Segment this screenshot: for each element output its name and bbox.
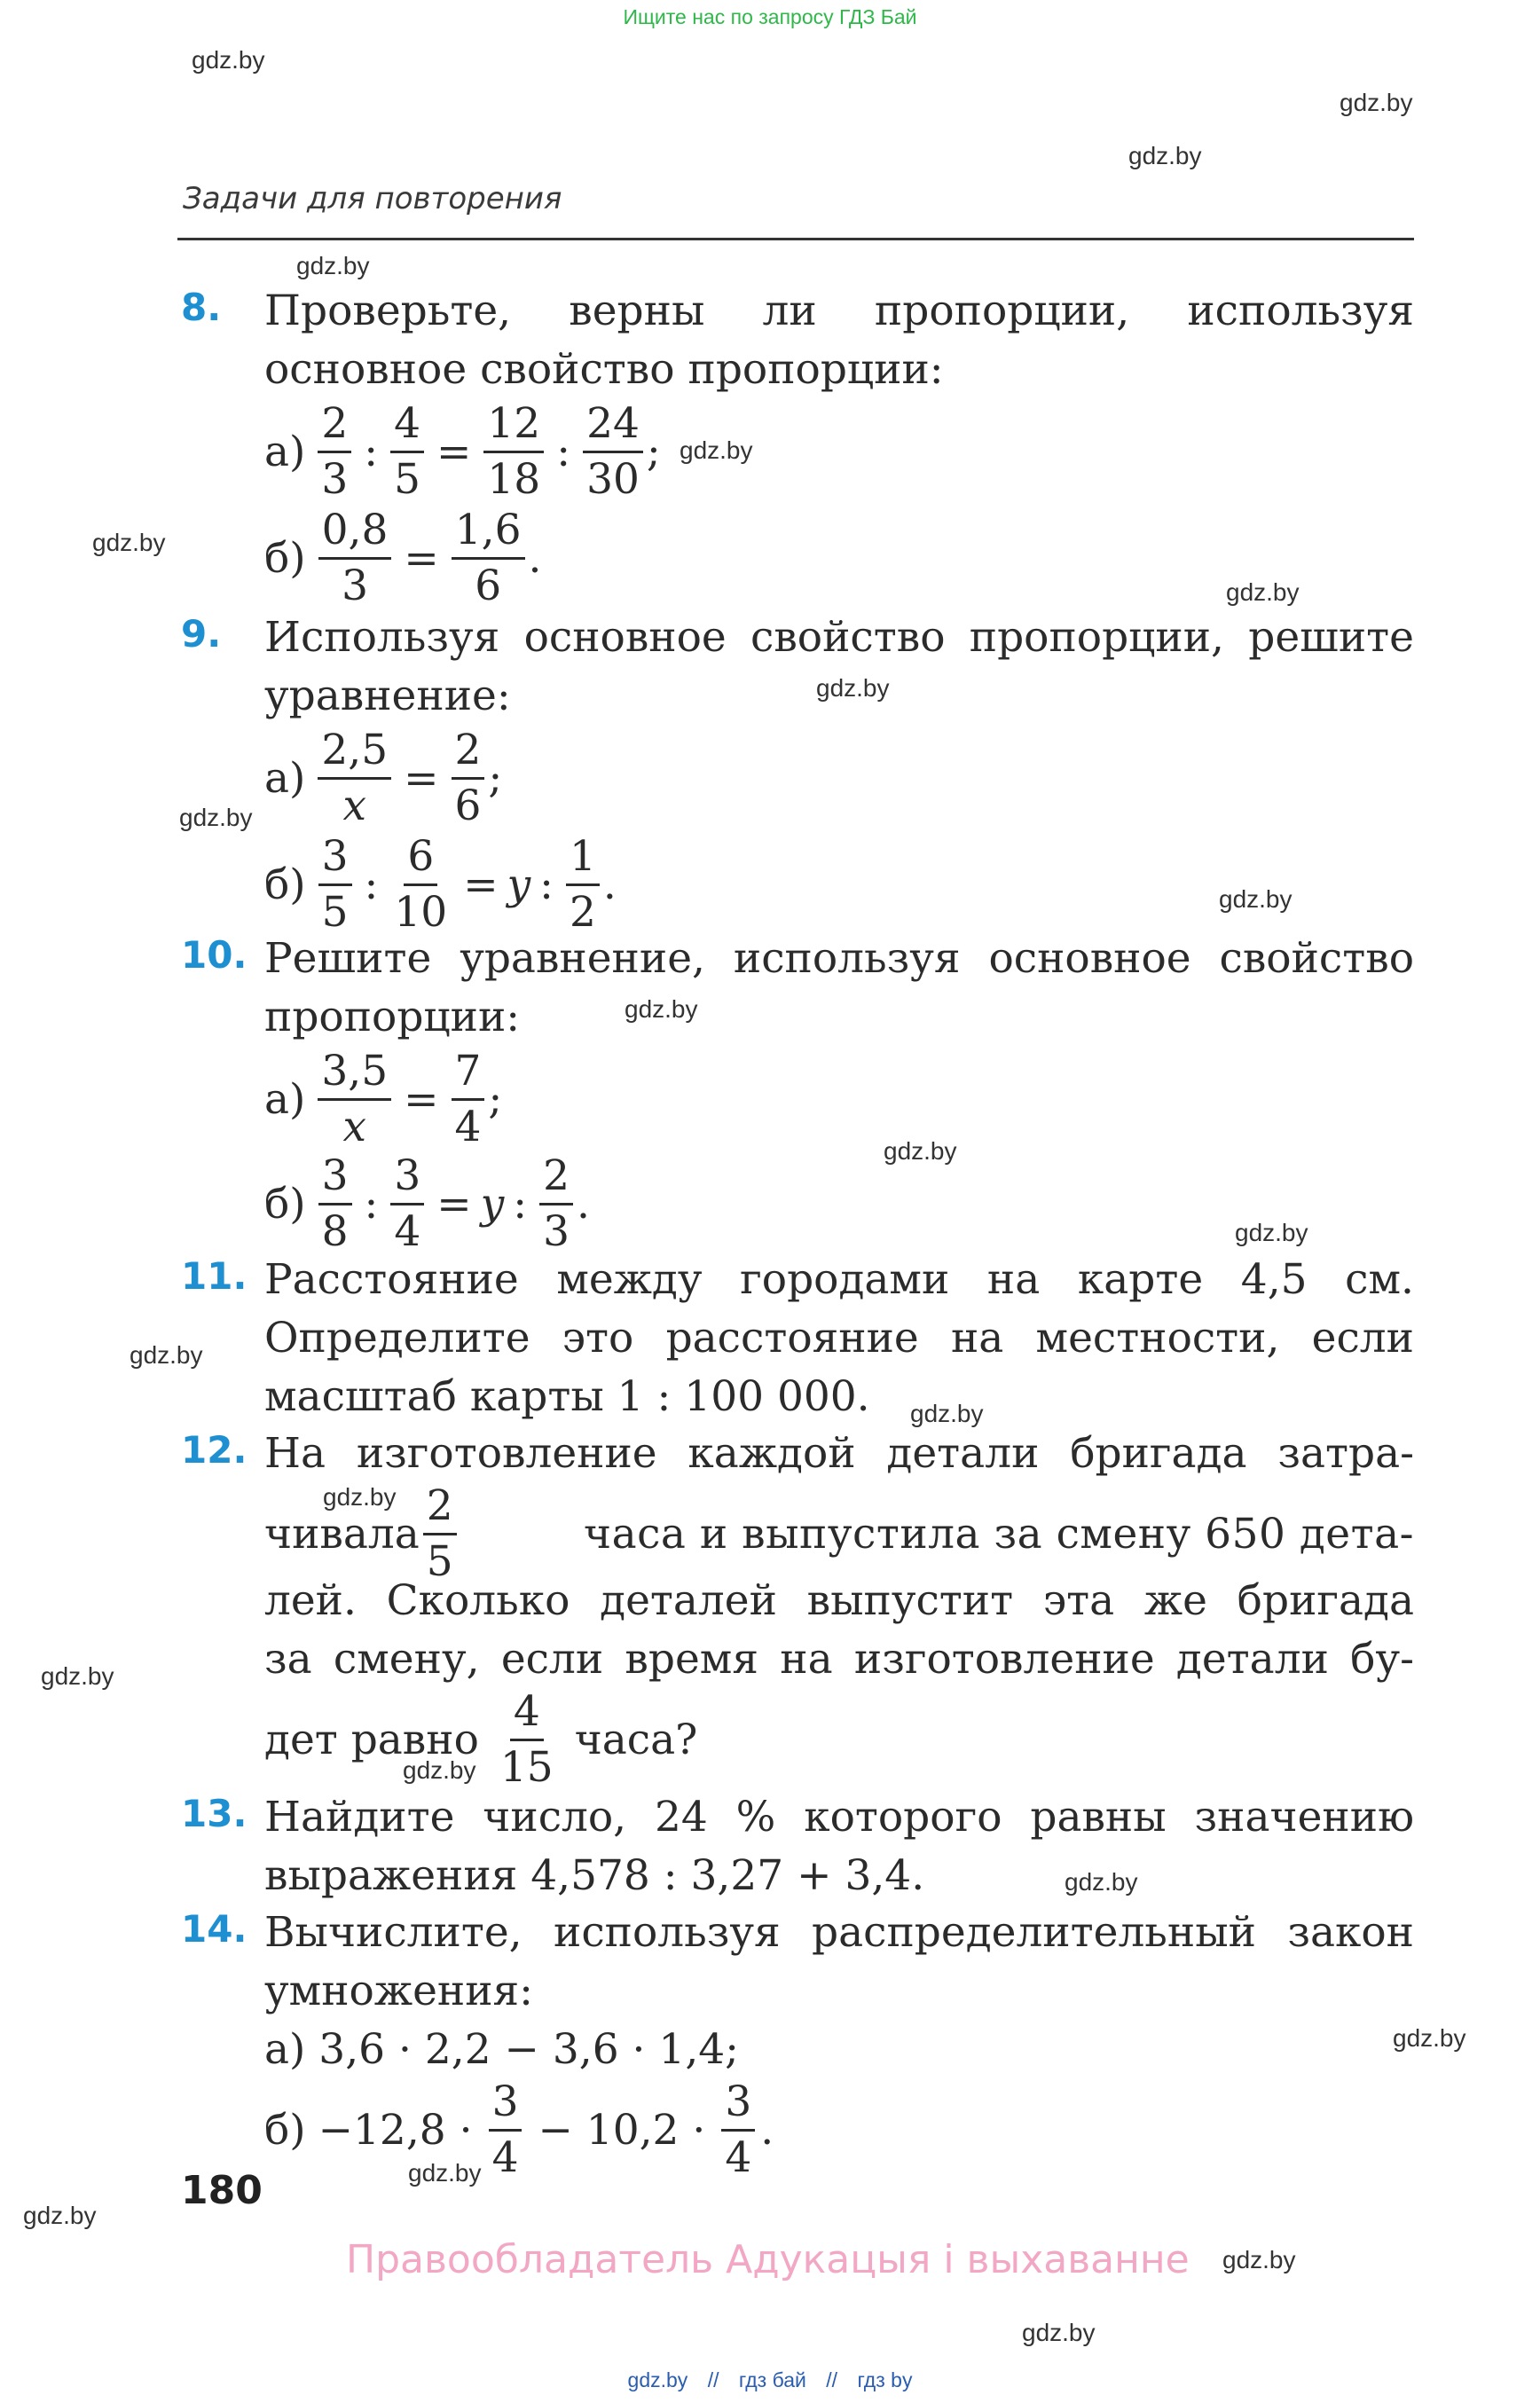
- fraction: $\frac{7}{4}$: [452, 1045, 485, 1154]
- end-mark: .: [602, 860, 617, 909]
- footer-link[interactable]: gdz.by: [627, 2368, 688, 2391]
- watermark: gdz.by: [192, 46, 265, 74]
- watermark: gdz.by: [23, 2202, 97, 2229]
- problem-9-b: [264, 830, 617, 939]
- watermark: gdz.by: [1219, 885, 1292, 913]
- problem-8-number: 8.: [181, 286, 222, 329]
- watermark: gdz.by: [1222, 2246, 1296, 2273]
- colon-sign: :: [364, 1180, 379, 1229]
- fraction: $\frac{1,6}{6}$: [452, 504, 525, 613]
- problem-12-line-4: за смену, если время на изготовление детали бу-: [264, 1635, 1414, 1684]
- problem-12-line-3: лей. Сколько деталей выпустит эта же бригада: [264, 1576, 1414, 1625]
- watermark: gdz.by: [296, 252, 370, 279]
- watermark: gdz.by: [910, 1400, 984, 1427]
- item-label: а): [264, 754, 306, 803]
- fraction: $\frac{2}{5}$: [423, 1480, 457, 1589]
- footer-link[interactable]: гдз бай: [738, 2368, 806, 2391]
- watermark: gdz.by: [1235, 1219, 1308, 1246]
- problem-14-line-2: умножения:: [264, 1967, 534, 2015]
- colon-sign: :: [539, 860, 554, 909]
- problem-11-line-3: масштаб карты 1 : 100 000.: [264, 1372, 870, 1421]
- colon-sign: :: [556, 428, 571, 476]
- fraction: $\frac{2,5}{x}$: [318, 724, 391, 833]
- watermark: gdz.by: [403, 1756, 476, 1784]
- equals-sign: =: [404, 754, 439, 803]
- problem-13-line-1: Найдите число, 24 % которого равны значению: [264, 1793, 1414, 1842]
- watermark: gdz.by: [323, 1483, 397, 1511]
- fraction: $\frac{24}{30}$: [583, 397, 643, 507]
- problem-8-line-2: основное свойство пропорции:: [264, 345, 944, 394]
- problem-10-a: [264, 1045, 502, 1154]
- variable: y: [507, 860, 531, 909]
- problem-9-number: 9.: [181, 612, 222, 656]
- colon-sign: :: [513, 1180, 528, 1229]
- fraction: $\frac{4}{5}$: [390, 397, 424, 507]
- problem-9-a: [264, 724, 502, 833]
- watermark: gdz.by: [179, 804, 253, 831]
- colon-sign: :: [364, 860, 379, 909]
- problem-14-number: 14.: [181, 1907, 248, 1951]
- fraction: $\frac{3}{4}$: [489, 2076, 522, 2185]
- bottom-banner: [0, 2368, 1540, 2392]
- watermark: gdz.by: [1128, 142, 1202, 169]
- end-mark: ;: [488, 754, 503, 803]
- problem-8-a: [264, 397, 661, 507]
- watermark: gdz.by: [92, 529, 166, 556]
- fraction: $\frac{1}{2}$: [566, 830, 600, 939]
- variable: y: [480, 1180, 505, 1229]
- problem-11-line-1: Расстояние между городами на карте 4,5 см.: [264, 1255, 1414, 1304]
- problem-10-line-2: пропорции:: [264, 993, 521, 1041]
- fraction: $\frac{2}{3}$: [539, 1150, 573, 1259]
- equals-sign: =: [436, 1180, 472, 1229]
- colon-sign: :: [364, 428, 379, 476]
- watermark: gdz.by: [1022, 2319, 1096, 2346]
- item-label: б): [264, 860, 306, 909]
- text: − 10,2 ·: [538, 2106, 706, 2155]
- problem-12-line-5: [264, 1685, 697, 1794]
- watermark: gdz.by: [680, 436, 753, 464]
- watermark: gdz.by: [884, 1137, 957, 1165]
- problem-10-number: 10.: [181, 933, 248, 977]
- header-rule: [177, 238, 1414, 240]
- fraction: $\frac{3}{4}$: [390, 1150, 424, 1259]
- problem-9-line-1: Используя основное свойство пропорции, решите: [264, 613, 1414, 662]
- text: −12,8 ·: [318, 2106, 473, 2155]
- equals-sign: =: [436, 428, 472, 476]
- watermark: gdz.by: [1065, 1868, 1138, 1896]
- fraction: $\frac{2}{6}$: [452, 724, 485, 833]
- item-label: б): [264, 534, 306, 583]
- watermark: gdz.by: [1226, 578, 1300, 606]
- problem-14-b: [264, 2076, 774, 2185]
- top-banner[interactable]: Ищите нас по запросу ГДЗ Бай: [623, 5, 917, 28]
- text: часа?: [574, 1716, 698, 1764]
- copyright-notice: Правообладатель Адукацыя і выхаванне: [346, 2237, 1190, 2282]
- equals-sign: =: [463, 860, 499, 909]
- fraction: $\frac{3}{5}$: [318, 830, 352, 939]
- problem-13-number: 13.: [181, 1792, 248, 1835]
- end-mark: .: [577, 1180, 590, 1229]
- fraction: $\frac{3}{8}$: [318, 1150, 352, 1259]
- footer-link[interactable]: гдз by: [857, 2368, 913, 2391]
- problem-12-line-1: На изготовление каждой детали бригада затра-: [264, 1429, 1414, 1478]
- watermark: gdz.by: [625, 995, 698, 1023]
- problem-11-number: 11.: [181, 1254, 248, 1298]
- problem-8-b: [264, 504, 541, 613]
- end-mark: ;: [488, 1075, 503, 1124]
- watermark: gdz.by: [41, 1662, 114, 1690]
- fraction: $\frac{2}{3}$: [318, 397, 351, 507]
- fraction: $\frac{4}{15}$: [499, 1687, 554, 1792]
- text: дет равно: [264, 1716, 479, 1764]
- footer-separator: //: [826, 2368, 838, 2391]
- problem-9-line-2: уравнение:: [264, 671, 511, 720]
- problem-8-line-1: Проверьте, верны ли пропорции, используя: [264, 287, 1414, 335]
- item-label: б): [264, 2106, 306, 2155]
- equals-sign: =: [404, 1075, 439, 1124]
- fraction: $\frac{12}{18}$: [483, 397, 544, 507]
- running-title: Задачи для повторения: [183, 181, 562, 216]
- end-mark: .: [760, 2106, 774, 2155]
- fraction: $\frac{3}{4}$: [721, 2076, 755, 2185]
- problem-13-line-2: выражения 4,578 : 3,27 + 3,4.: [264, 1851, 925, 1900]
- watermark: gdz.by: [1340, 89, 1413, 116]
- item-label: б): [264, 1180, 306, 1229]
- watermark: gdz.by: [816, 674, 890, 702]
- problem-12-number: 12.: [181, 1428, 248, 1472]
- problem-14-a: а) 3,6 · 2,2 − 3,6 · 1,4;: [264, 2025, 740, 2074]
- end-mark: ;: [646, 428, 661, 476]
- fraction: $\frac{3,5}{x}$: [318, 1045, 391, 1154]
- watermark: gdz.by: [1393, 2024, 1466, 2052]
- problem-10-b: [264, 1150, 590, 1259]
- equals-sign: =: [404, 534, 439, 583]
- problem-14-line-1: Вычислите, используя распределительный закон: [264, 1908, 1414, 1957]
- problem-11-line-2: Определите это расстояние на местности, если: [264, 1314, 1414, 1362]
- item-label: а): [264, 1075, 306, 1124]
- watermark: gdz.by: [130, 1341, 203, 1369]
- fraction: $\frac{6}{10}$: [394, 832, 448, 937]
- item-label: а): [264, 428, 306, 476]
- problem-10-line-1: Решите уравнение, используя основное свойство: [264, 934, 1414, 983]
- watermark: gdz.by: [408, 2159, 482, 2187]
- fraction: $\frac{0,8}{3}$: [318, 504, 392, 613]
- end-mark: .: [528, 534, 542, 583]
- page-number: 180: [181, 2168, 263, 2213]
- text: часа и выпустила за смену 650 дета-: [584, 1510, 1414, 1559]
- text: чивала: [264, 1510, 420, 1559]
- footer-separator: //: [707, 2368, 719, 2391]
